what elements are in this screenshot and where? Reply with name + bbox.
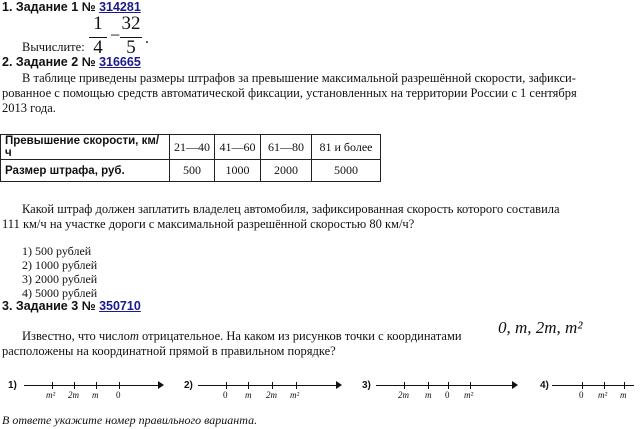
table-row bbox=[1, 160, 381, 182]
number-lines bbox=[0, 372, 640, 408]
task2-intro-line1: В таблице приведены размеры штрафов за превышение максимальной разрешённой скорости, зафикси- bbox=[22, 71, 576, 85]
axis-2-tick-label: 0 bbox=[223, 390, 228, 400]
table-cell: 81 и более bbox=[312, 135, 381, 160]
task3-coordinates: 0, m, 2m, m² bbox=[498, 318, 583, 337]
table-cell: 21—40 bbox=[170, 135, 215, 160]
axis-2-arrow-icon bbox=[336, 381, 342, 389]
axis-1-label: 1) bbox=[8, 380, 17, 391]
answer-option-2: 2) 1000 рублей bbox=[22, 258, 98, 272]
axis-3-tick bbox=[428, 382, 429, 389]
frac1-denominator: 4 bbox=[93, 37, 103, 58]
answer-option-1: 1) 500 рублей bbox=[22, 244, 92, 258]
axis-4-tick-label: 0 bbox=[579, 390, 584, 400]
table-cell: 61—80 bbox=[261, 135, 312, 160]
task2-intro-line2: рованное с помощью средств автоматической фиксации, установленных на территории России с 1 сентября bbox=[2, 86, 577, 100]
axis-1-tick bbox=[74, 382, 75, 389]
axis-1-line bbox=[24, 385, 162, 386]
frac2-denominator: 5 bbox=[126, 37, 136, 58]
task3-number-link[interactable]: 350710 bbox=[99, 299, 141, 313]
task3-heading bbox=[2, 299, 141, 313]
axis-1-tick bbox=[52, 382, 53, 389]
axis-2-tick-label: 2m bbox=[266, 390, 277, 400]
axis-1-tick-label: 2m bbox=[68, 390, 79, 400]
axis-3-tick bbox=[470, 382, 471, 389]
axis-4-tick bbox=[604, 382, 605, 389]
table-cell: 500 bbox=[170, 160, 215, 182]
table-cell: 5000 bbox=[312, 160, 381, 182]
axis-2-label: 2) bbox=[184, 380, 193, 391]
axis-4-label: 4) bbox=[540, 380, 549, 391]
axis-3-tick-label: m² bbox=[464, 390, 474, 400]
axis-3-arrow-icon bbox=[512, 381, 518, 389]
axis-4-tick bbox=[624, 382, 625, 389]
axis-2-tick bbox=[226, 382, 227, 389]
task2-question-line1: Какой штраф должен заплатить владелец автомобиля, зафиксированная скорость которого составила bbox=[22, 202, 560, 216]
axis-2-tick bbox=[296, 382, 297, 389]
frac1-numerator: 1 bbox=[93, 13, 103, 34]
task3-heading-text: 3. Задание 3 № bbox=[2, 299, 96, 313]
axis-3-label: 3) bbox=[362, 380, 371, 391]
frac2-numerator: 32 bbox=[121, 13, 141, 34]
task3-question-line1 bbox=[22, 329, 462, 343]
fines-table bbox=[0, 134, 381, 182]
table-row bbox=[1, 135, 381, 160]
answer-note: В ответе укажите номер правильного варианта. bbox=[2, 413, 258, 427]
axis-2-tick bbox=[272, 382, 273, 389]
axis-3-tick-label: m bbox=[425, 390, 432, 400]
frac-dot: . bbox=[145, 30, 149, 47]
task1-number-link[interactable]: 314281 bbox=[99, 0, 141, 14]
task2-intro-line3: 2013 года. bbox=[2, 101, 56, 115]
axis-1-tick-label: m² bbox=[46, 390, 56, 400]
axis-1-tick-label: m bbox=[92, 390, 99, 400]
axis-2-tick-label: m² bbox=[290, 390, 300, 400]
answer-option-4: 4) 5000 рублей bbox=[22, 286, 98, 300]
task3-q-part2: отрицательное. На каком из рисунков точки с координатами bbox=[138, 329, 462, 343]
axis-1-arrow-icon bbox=[158, 381, 164, 389]
table-header-cell: Размер штрафа, руб. bbox=[1, 160, 170, 182]
axis-3-line bbox=[376, 385, 516, 386]
table-header-cell: Превышение скорости, км/ч bbox=[1, 135, 170, 160]
axis-1-tick-label: 0 bbox=[116, 390, 121, 400]
axis-2-line bbox=[198, 385, 340, 386]
axis-3-tick bbox=[448, 382, 449, 389]
task2-number-link[interactable]: 316665 bbox=[99, 55, 141, 69]
task1-prompt: Вычислите: bbox=[22, 40, 85, 54]
axis-4-line bbox=[552, 385, 634, 386]
axis-3-tick-label: 2m bbox=[398, 390, 409, 400]
task2-question-line2: 111 км/ч на участке дороги с максимальной разрешённой скоростью 80 км/ч? bbox=[2, 217, 415, 231]
axis-4-tick-label: m² bbox=[598, 390, 608, 400]
task3-q-var: m bbox=[129, 329, 139, 343]
minus-sign: − bbox=[110, 25, 121, 45]
task1-heading bbox=[2, 0, 141, 14]
axis-2-tick-label: m bbox=[245, 390, 252, 400]
task2-heading bbox=[2, 55, 141, 69]
task3-q-part1: Известно, что число bbox=[22, 329, 130, 343]
axis-3-tick-label: 0 bbox=[445, 390, 450, 400]
axis-1-tick bbox=[96, 382, 97, 389]
axis-4-tick bbox=[582, 382, 583, 389]
task2-heading-text: 2. Задание 2 № bbox=[2, 55, 96, 69]
axis-3-tick bbox=[404, 382, 405, 389]
axis-2-tick bbox=[248, 382, 249, 389]
table-cell: 2000 bbox=[261, 160, 312, 182]
answer-option-3: 3) 2000 рублей bbox=[22, 272, 98, 286]
table-cell: 41—60 bbox=[215, 135, 261, 160]
table-cell: 1000 bbox=[215, 160, 261, 182]
task1-heading-text: 1. Задание 1 № bbox=[2, 0, 96, 14]
axis-1-tick bbox=[119, 382, 120, 389]
task3-question-line2: расположены на координатной прямой в правильном порядке? bbox=[2, 344, 336, 358]
axis-4-tick-label: m bbox=[620, 390, 627, 400]
